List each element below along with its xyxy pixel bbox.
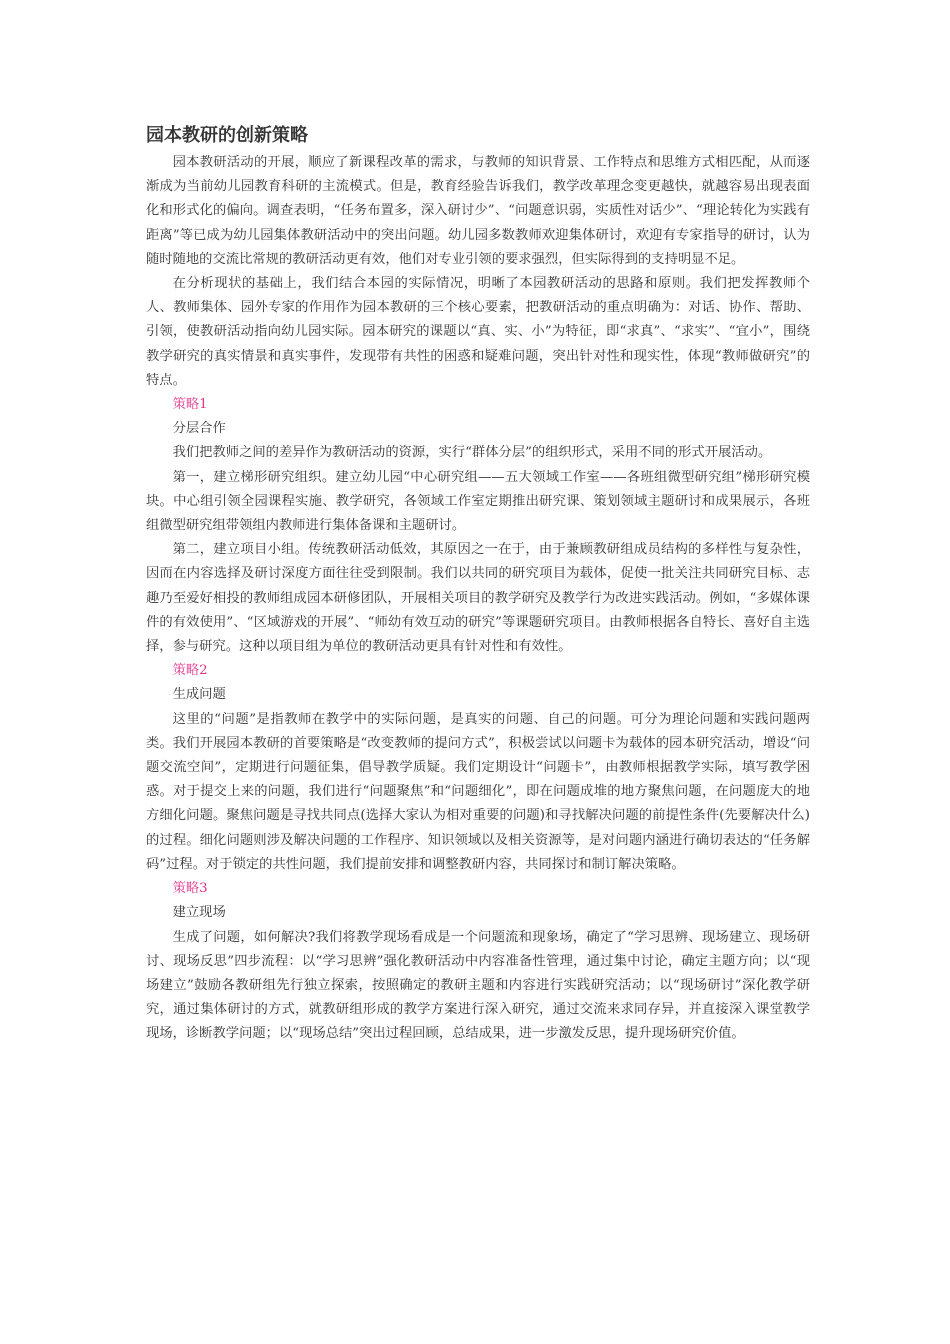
strategy-1-paragraph-1: 我们把教师之间的差异作为教研活动的资源，实行“群体分层”的组织形式，采用不同的形式开展活动。: [172, 445, 772, 461]
strategy-2-heading: 生成问题: [172, 687, 226, 703]
strategy-1-paragraph-3: 第二，建立项目小组。传统教研活动低效，其原因之一在于，由于兼顾教研组成员结构的多样性与复杂性，因而在内容选择及研讨深度方面往往受到限制。我们以共同的研究项目为载体，促使一批关注共同研究目标、志趣乃至爱好相投的教师组成园本研修团队，开展相关项目的教学研究及教学行为改进实践活动。例如，“多媒体课件的有效使用”、“区域游戏的开展”、“师幼有效互动的研究”等课题研究项目。由教师根据各自特长、喜好自主选择，参与研究。这种以项目组为单位的教研活动更具有针对性和有效性。: [146, 542, 810, 655]
strategy-3-paragraph-1: 生成了问题，如何解决?我们将教学现场看成是一个问题流和现象场，确定了“学习思辨、现场建立、现场研讨、现场反思”四步流程：以“学习思辨”强化教研活动中内容准备性管理，通过集中讨论，确定主题方向；以“现场建立”鼓励各教研组先行独立探索，按照确定的教研主题和内容进行实践研究活动；以“现场研讨”深化教学研究，通过集体研讨的方式，就教研组形成的教学方案进行深入研究，通过交流来求同存异，并直接深入课堂教学现场，诊断教学问题；以“现场总结”突出过程回顾，总结成果，进一步激发反思，提升现场研究价值。: [146, 929, 810, 1042]
strategy-1-label: 策略1: [172, 397, 208, 413]
document-title: 园本教研的创新策略: [146, 125, 308, 146]
strategy-3-heading: 建立现场: [172, 905, 226, 921]
strategy-2-label: 策略2: [172, 663, 208, 679]
intro-paragraph-1: 园本教研活动的开展，顺应了新课程改革的需求，与教师的知识背景、工作特点和思维方式相匹配，从而逐渐成为当前幼儿园教育科研的主流模式。但是，教育经验告诉我们，教学改革理念变更越快，就越容易出现表面化和形式化的偏向。调查表明，“任务布置多，深入研讨少”、“问题意识弱，实质性对话少”、“理论转化为实践有距离”等已成为幼儿园集体教研活动中的突出问题。幼儿园多数教师欢迎集体研讨，欢迎有专家指导的研讨，认为随时随地的交流比常规的教研活动更有效，他们对专业引领的要求强烈，但实际得到的支持明显不足。: [146, 155, 810, 267]
strategy-2-paragraph-1: 这里的“问题”是指教师在教学中的实际问题，是真实的问题、自己的问题。可分为理论问题和实践问题两类。我们开展园本教研的首要策略是“改变教师的提问方式”，积极尝试以问题卡为载体的园本研究活动，增设“问题交流空间”，定期进行问题征集，倡导教学质疑。我们定期设计“问题卡”，由教师根据教学实际，填写教学困惑。对于提交上来的问题，我们进行“问题聚焦”和“问题细化”，即在问题成堆的地方聚焦问题，在问题庞大的地方细化问题。聚焦问题是寻找共同点(选择大家认为相对重要的问题)和寻找解决问题的前提性条件(先要解决什么)的过程。细化问题则涉及解决问题的工作程序、知识领域以及相关资源等，是对问题内涵进行确切表达的“任务解码”过程。对于锁定的共性问题，我们提前安排和调整教研内容，共同探讨和制订解决策略。: [146, 711, 810, 872]
strategy-1-heading: 分层合作: [172, 421, 226, 437]
strategy-3-label: 策略3: [172, 881, 208, 897]
document-page: [146, 122, 810, 1047]
strategy-1-paragraph-2: 第一，建立梯形研究组织。建立幼儿园“中心研究组——五大领域工作室——各班组微型研究组”梯形研究模块。中心组引领全园课程实施、教学研究，各领域工作室定期推出研究课、策划领域主题研讨和成果展示，各班组微型研究组带领组内教师进行集体备课和主题研讨。: [146, 469, 810, 534]
intro-paragraph-2: 在分析现状的基础上，我们结合本园的实际情况，明晰了本园教研活动的思路和原则。我们把发挥教师个人、教师集体、园外专家的作用作为园本教研的三个核心要素，把教研活动的重点明确为：对话、协作、帮助、引领，使教研活动指向幼儿园实际。园本研究的课题以“真、实、小”为特征，即“求真”、“求实”、“宜小”，围绕教学研究的真实情景和真实事件，发现带有共性的困惑和疑难问题，突出针对性和现实性，体现“教师做研究”的特点。: [146, 276, 810, 388]
